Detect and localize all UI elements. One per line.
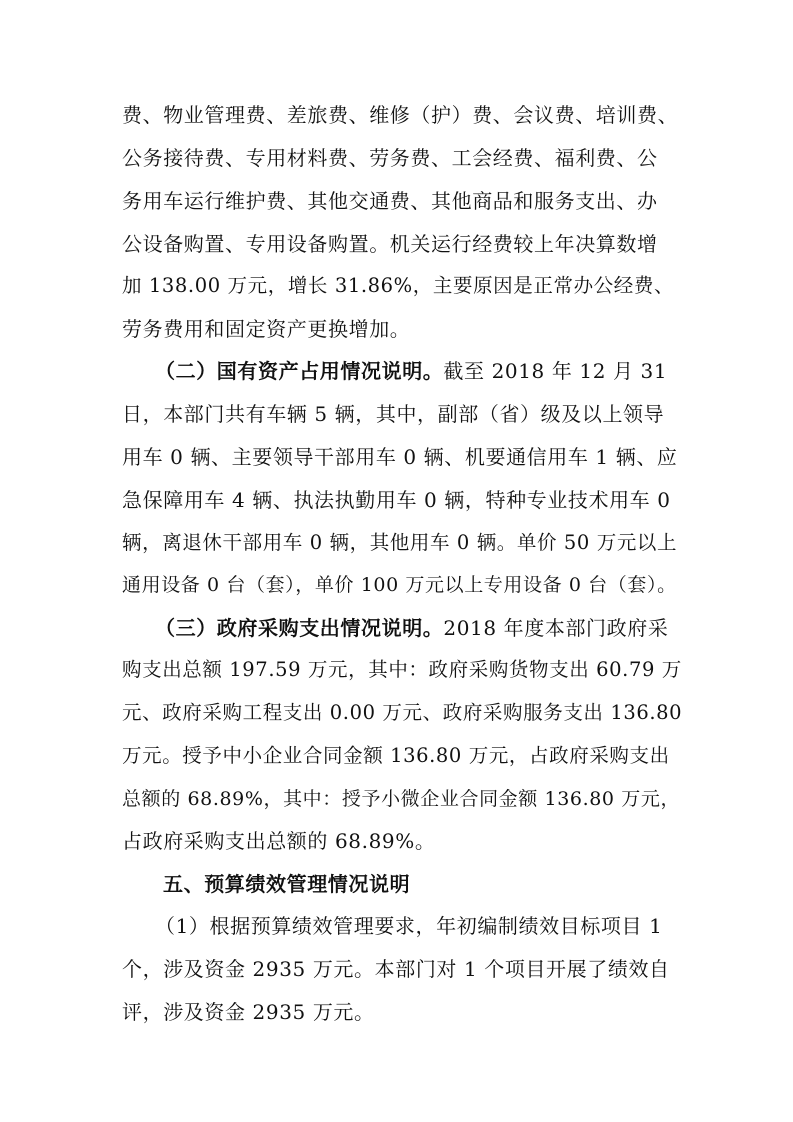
text-line: 元、政府采购工程支出 0.00 万元、政府采购服务支出 136.80 [122,701,683,724]
text-line: 通用设备 0 台（套），单价 100 万元以上专用设备 0 台（套）。 [122,574,677,596]
text-line: 总额的 68.89%，其中：授予小微企业合同金额 136.80 万元， [122,788,681,810]
text-line: 辆，离退休干部用车 0 辆，其他用车 0 辆。单价 50 万元以上 [122,531,678,554]
section-5-heading: 五、预算绩效管理情况说明 [163,872,411,896]
text-line: 务用车运行维护费、其他交通费、其他商品和服务支出、办 [122,189,658,213]
text-line: 公设备购置、专用设备购置。机关运行经费较上年决算数增 [122,232,658,256]
section-3-first-line-text: 2018 年度本部门政府采 [443,616,669,640]
text-line: 购支出总额 197.59 万元，其中：政府采购货物支出 60.79 万 [122,658,682,681]
section-2-first-line [155,358,682,384]
section-3-title: （三）政府采购支出情况说明。 [155,616,444,640]
text-line: （1）根据预算绩效管理要求，年初编制绩效目标项目 1 [155,914,663,938]
section-2-first-line-text: 截至 2018 年 12 月 31 [443,359,668,383]
text-line: 万元。授予中小企业合同金额 136.80 万元，占政府采购支出 [122,744,670,767]
section-2-title: （二）国有资产占用情况说明。 [155,359,444,383]
text-line: 占政府采购支出总额的 68.89%。 [122,829,436,853]
text-line: 加 138.00 万元，增长 31.86%，主要原因是正常办公经费、 [122,274,675,297]
text-line: 急保障用车 4 辆、执法执勤用车 0 辆，特种专业技术用车 0 [122,488,671,512]
text-line: 个，涉及资金 2935 万元。本部门对 1 个项目开展了绩效自 [122,957,670,981]
text-line: 用车 0 辆、主要领导干部用车 0 辆、机要通信用车 1 辆、应 [122,445,678,469]
text-line: 公务接待费、专用材料费、劳务费、工会经费、福利费、公 [122,146,658,170]
text-line: 费、物业管理费、差旅费、维修（护）费、会议费、培训费、 [122,103,679,127]
text-line: 日，本部门共有车辆 5 辆，其中，副部（省）级及以上领导 [122,402,665,426]
section-3-first-line [155,615,682,641]
text-line: 评，涉及资金 2935 万元。 [122,1000,375,1024]
text-line: 劳务费用和固定资产更换增加。 [122,317,411,341]
